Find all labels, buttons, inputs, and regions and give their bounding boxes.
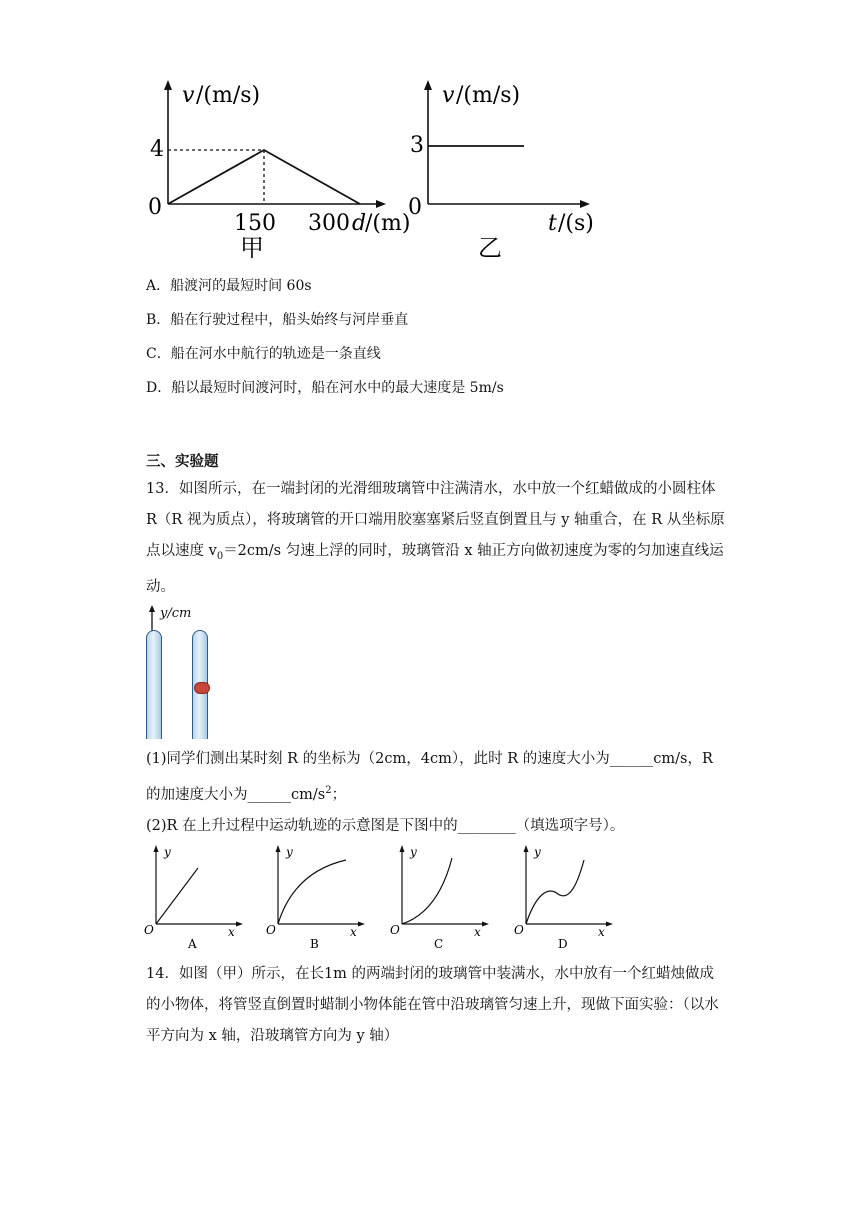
graph-jia-x-label-unit: /(m) xyxy=(365,211,411,236)
q13-sub1-sup: 2 xyxy=(325,785,332,796)
graph-jia-caption: 甲 xyxy=(240,234,264,262)
tube-axis-label: y/cm xyxy=(160,606,192,621)
q13-text xyxy=(146,474,726,603)
graph-yi-y-tick: 3 xyxy=(410,133,424,158)
graph-jia-origin: 0 xyxy=(148,195,162,220)
q13-v-sub: 0 xyxy=(216,550,224,562)
section-title: 三、实验题 xyxy=(146,453,219,470)
choice-b-x: x xyxy=(350,925,357,939)
choice-d-x: x xyxy=(598,925,605,939)
q13-sub1 xyxy=(146,744,726,811)
q13-sub2: (2)R 在上升过程中运动轨迹的示意图是下图中的________（填选项字号）。 xyxy=(146,818,625,834)
choice-c-letter: C xyxy=(434,937,444,951)
q13-text-1: 13．如图所示，在一端封闭的光滑细玻璃管中注满清水，水中放一个红蜡做成的小圆柱体 R（R 视为质点），将玻璃管的开口端用胶塞塞紧后竖直倒置且与 y 轴重合，在 R 从坐标原点以速度 v xyxy=(146,481,725,559)
curve-c xyxy=(402,858,452,924)
graph-jia-y-tick: 4 xyxy=(150,137,164,162)
graph-jia xyxy=(140,74,420,264)
q13-sub1-end: ； xyxy=(331,786,347,803)
curve-b xyxy=(278,860,346,924)
choice-b-y: y xyxy=(286,845,293,859)
choice-graph-d xyxy=(514,845,613,951)
choice-graph-c xyxy=(390,845,489,951)
choice-graphs xyxy=(140,842,620,954)
choice-a-y: y xyxy=(164,845,171,859)
choice-b-letter: B xyxy=(310,937,319,951)
option-c: C．船在河水中航行的轨迹是一条直线 xyxy=(146,346,381,362)
tube-figure xyxy=(140,604,240,738)
option-a: A．船渡河的最短时间 60s xyxy=(146,278,312,294)
choice-a-letter: A xyxy=(188,937,197,951)
choice-d-letter: D xyxy=(558,937,568,951)
graph-jia-y-label-v: v xyxy=(182,83,195,108)
graph-jia-x-label-d: d xyxy=(352,211,367,236)
graph-yi-caption: 乙 xyxy=(478,234,502,262)
glass-tube-left xyxy=(146,630,162,739)
graph-yi-x-label-t: t xyxy=(548,211,557,236)
graph-jia-x-tick-300: 300 xyxy=(308,211,350,236)
choice-a-origin: O xyxy=(144,923,154,937)
curve-a xyxy=(156,868,198,924)
graph-yi-y-label-v: v xyxy=(442,83,455,108)
choice-c-origin: O xyxy=(390,923,400,937)
choice-b-origin: O xyxy=(266,923,276,937)
wax-cylinder-r xyxy=(194,682,210,694)
choice-d-y: y xyxy=(534,845,541,859)
graph-yi xyxy=(404,74,604,264)
choice-graph-b xyxy=(266,845,365,951)
option-b: B．船在行驶过程中，船头始终与河岸垂直 xyxy=(146,312,409,328)
q13-sub1-text: (1)同学们测出某时刻 R 的坐标为（2cm，4cm），此时 R 的速度大小为______cm/s，R 的加速度大小为______cm/s xyxy=(146,751,713,803)
choice-d-origin: O xyxy=(514,923,524,937)
graph-jia-x-tick-150: 150 xyxy=(234,211,276,236)
choice-a-x: x xyxy=(228,925,235,939)
q13-text-2: ＝2cm/s 匀速上浮的同时，玻璃管沿 x 轴正方向做初速度为零的匀加速直线运动。 xyxy=(146,543,724,595)
option-d: D．船以最短时间渡河时，船在河水中的最大速度是 5m/s xyxy=(146,380,504,396)
choice-c-y: y xyxy=(410,845,417,859)
graph-yi-origin: 0 xyxy=(408,195,422,220)
curve-d xyxy=(526,860,584,924)
choice-c-x: x xyxy=(474,925,481,939)
graph-jia-y-label-unit: /(m/s) xyxy=(196,83,261,108)
graph-yi-x-label-unit: /(s) xyxy=(558,211,594,236)
choice-graph-a xyxy=(144,845,243,951)
graph-yi-y-label-unit: /(m/s) xyxy=(456,83,521,108)
q14-text: 14．如图（甲）所示，在长1m 的两端封闭的玻璃管中装满水，水中放有一个红蜡烛做成的小物体，将管竖直倒置时蜡制小物体能在管中沿玻璃管匀速上升，现做下面实验：（以水平方向为 x 轴，沿玻璃管方向为 y 轴） xyxy=(146,966,719,1044)
